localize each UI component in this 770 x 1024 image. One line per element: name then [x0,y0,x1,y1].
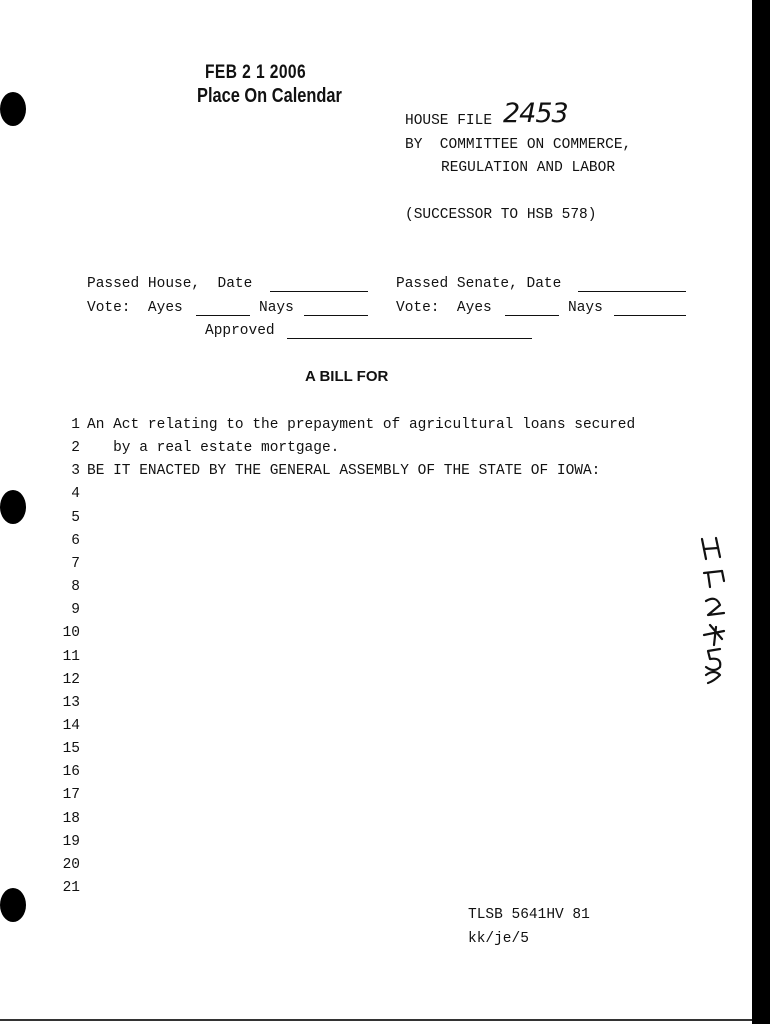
line-number: 9 [71,602,80,618]
house-date-blank [270,290,368,292]
senate-date-blank [578,290,686,292]
house-file-number: 2453 [503,98,568,129]
line-number: 6 [71,533,80,549]
line-number: 5 [71,510,80,526]
line-number: 7 [71,556,80,572]
handwritten-margin-note [694,535,734,685]
house-file-label: HOUSE FILE [405,113,493,129]
line-number: 12 [62,672,80,688]
senate-vote-label: Vote: Ayes [396,300,492,316]
drafter-initials: kk/je/5 [468,931,529,947]
line-number: 15 [62,741,80,757]
successor-note: (SUCCESSOR TO HSB 578) [405,207,597,223]
line-text: BE IT ENACTED BY THE GENERAL ASSEMBLY OF THE STATE OF IOWA: [87,463,601,479]
line-number: 4 [71,486,80,502]
received-date-stamp: FEB 2 1 2006 [205,62,307,83]
line-text: An Act relating to the prepayment of agricultural loans secured [87,417,636,433]
line-number: 10 [62,625,80,641]
passed-house-label: Passed House, Date [87,276,253,292]
line-number: 18 [62,811,80,827]
line-number: 14 [62,718,80,734]
line-number: 19 [62,834,80,850]
approved-blank [287,337,532,339]
approved-label: Approved [205,323,275,339]
calendar-stamp: Place On Calendar [197,85,342,107]
line-number: 21 [62,880,80,896]
senate-nays-label: Nays [568,300,603,316]
passed-senate-label: Passed Senate, Date [396,276,562,292]
senate-nays-blank [614,314,686,316]
house-ayes-blank [196,314,250,316]
line-number: 3 [71,463,80,479]
house-vote-label: Vote: Ayes [87,300,183,316]
punch-hole [0,888,26,922]
committee-line-2: REGULATION AND LABOR [441,160,616,176]
line-number: 13 [62,695,80,711]
house-nays-label: Nays [259,300,294,316]
punch-hole [0,490,26,524]
scan-edge [752,0,770,1024]
bill-heading: A BILL FOR [305,368,389,385]
senate-ayes-blank [505,314,559,316]
tlsb-code: TLSB 5641HV 81 [468,907,590,923]
line-number: 2 [71,440,80,456]
scan-bottom-edge [0,1019,752,1021]
punch-hole [0,92,26,126]
line-number: 11 [62,649,80,665]
line-number: 17 [62,787,80,803]
line-number: 8 [71,579,80,595]
line-number: 16 [62,764,80,780]
line-number: 1 [71,417,80,433]
line-text: by a real estate mortgage. [87,440,340,456]
committee-line: BY COMMITTEE ON COMMERCE, [405,137,632,153]
house-nays-blank [304,314,368,316]
line-number: 20 [62,857,80,873]
